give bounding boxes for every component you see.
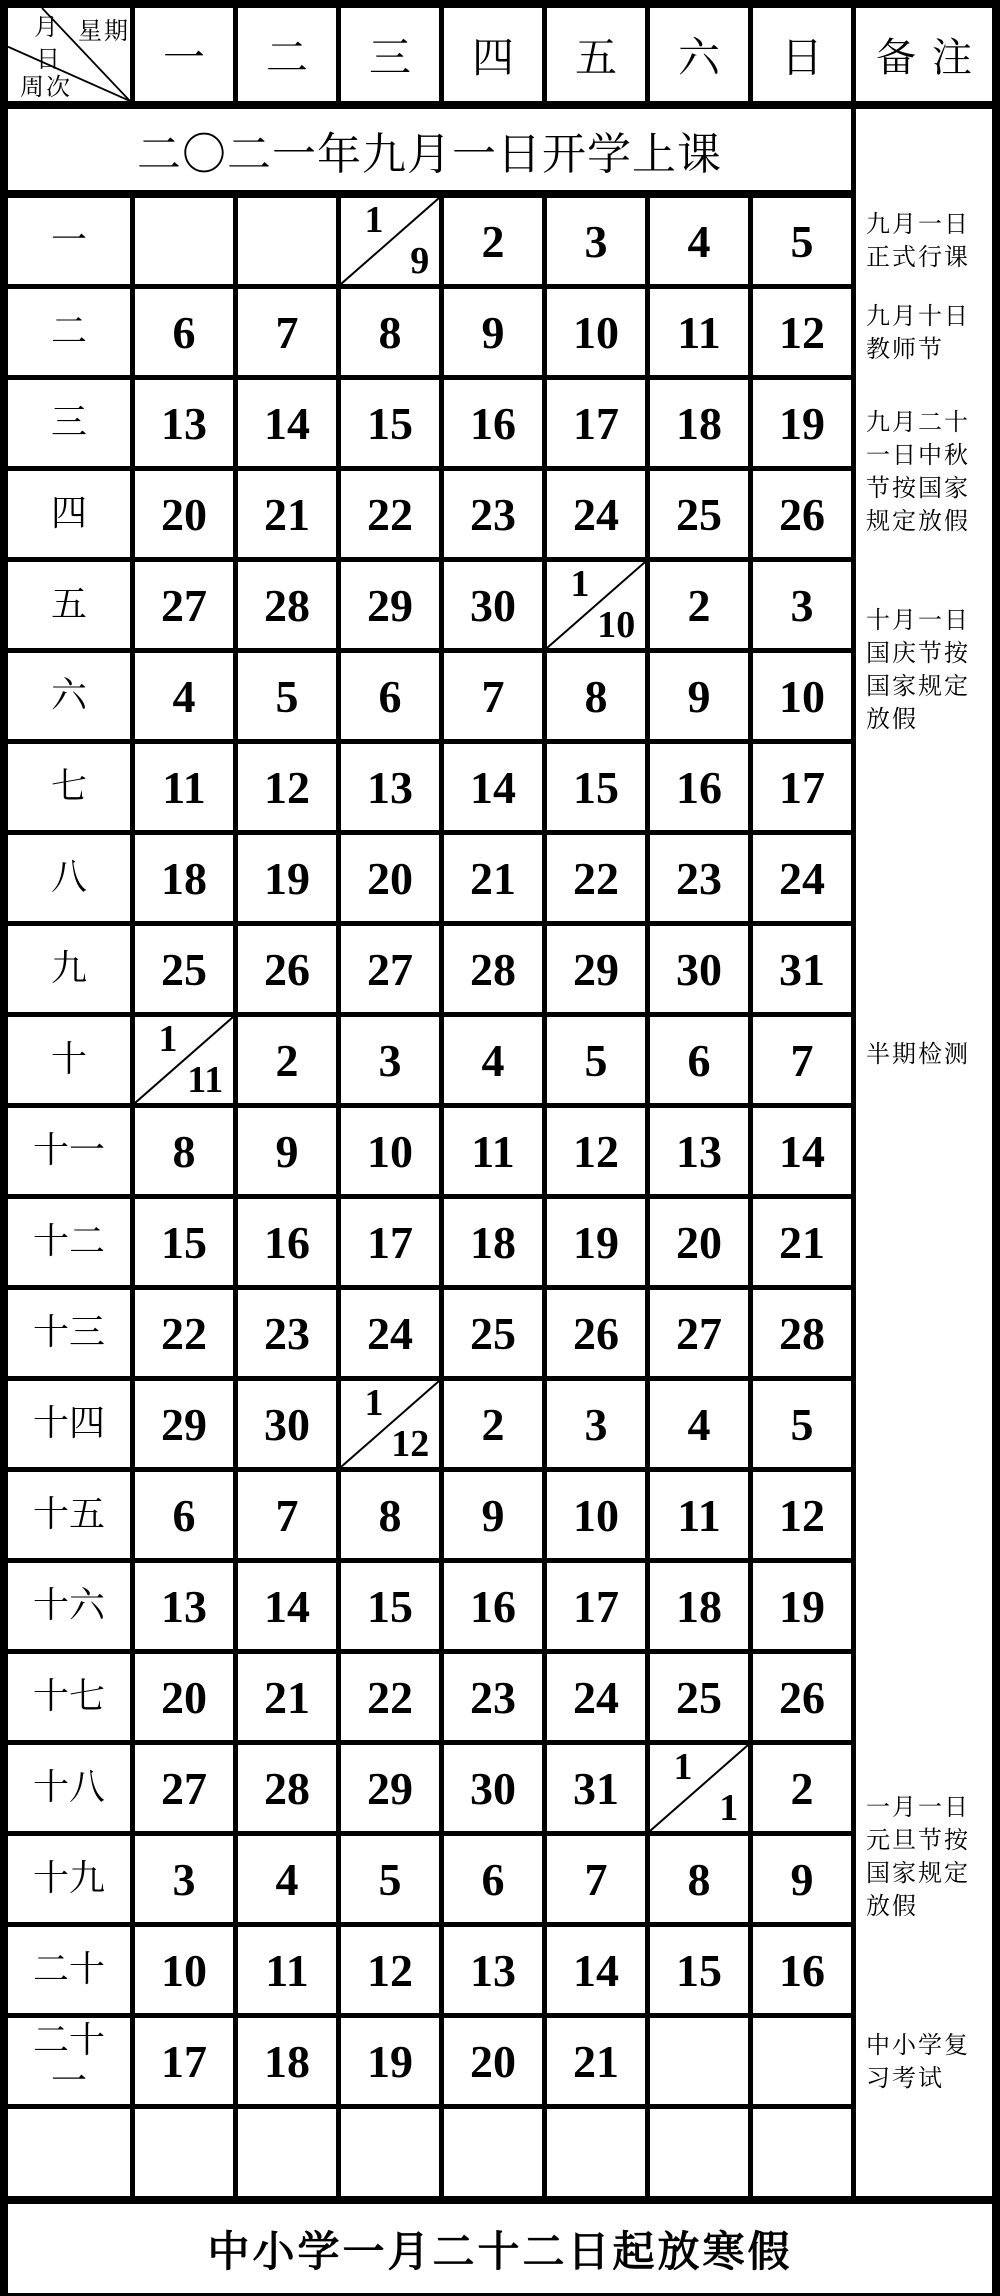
week-label-text: 十六	[32, 1585, 105, 1626]
day-cell: 3	[135, 1836, 233, 1922]
day-cell: 10	[341, 1108, 439, 1194]
week-label	[8, 1836, 130, 1922]
day-cell: 12	[753, 289, 851, 375]
day-cell: 30	[650, 926, 748, 1012]
day-cell: 23	[444, 471, 542, 557]
remark-note: 中小学复习考试	[866, 2033, 970, 2092]
empty-day-cell	[135, 198, 233, 284]
split-day-number: 1	[673, 1746, 693, 1788]
week-label	[8, 1745, 130, 1831]
day-cell: 13	[444, 1927, 542, 2013]
week-label-text: 十八	[32, 1767, 105, 1808]
day-cell: 13	[135, 1563, 233, 1649]
remark-note: 九月十日教师节	[866, 304, 970, 363]
day-cell: 20	[650, 1199, 748, 1285]
empty-cell	[650, 2109, 748, 2199]
week-label-text: 八	[50, 857, 87, 898]
day-cell: 26	[753, 1654, 851, 1740]
day-cell: 25	[135, 926, 233, 1012]
day-cell: 29	[341, 562, 439, 648]
day-cell: 26	[238, 926, 336, 1012]
day-cell: 12	[238, 744, 336, 830]
day-cell: 19	[341, 2018, 439, 2104]
week-label	[8, 1563, 130, 1649]
day-cell: 2	[444, 198, 542, 284]
weekday-header-3: 三	[341, 8, 439, 104]
day-cell: 24	[547, 471, 645, 557]
day-cell: 4	[444, 1017, 542, 1103]
day-cell: 16	[238, 1199, 336, 1285]
split-day-number: 1	[570, 563, 590, 605]
day-cell: 23	[650, 835, 748, 921]
weekday-header-7: 日	[753, 8, 851, 104]
day-cell: 5	[753, 198, 851, 284]
day-cell: 17	[547, 380, 645, 466]
empty-cell	[238, 2109, 336, 2199]
day-cell: 20	[135, 471, 233, 557]
day-cell: 4	[135, 653, 233, 739]
day-cell: 19	[753, 380, 851, 466]
empty-day-cell	[650, 2018, 748, 2104]
day-cell: 15	[341, 1563, 439, 1649]
day-cell: 22	[341, 471, 439, 557]
day-cell: 12	[753, 1472, 851, 1558]
day-cell: 17	[341, 1199, 439, 1285]
remarks-header: 备注	[856, 8, 992, 104]
weekday-header-1: 一	[135, 8, 233, 104]
day-cell: 18	[444, 1199, 542, 1285]
day-cell: 8	[341, 289, 439, 375]
day-cell: 10	[753, 653, 851, 739]
split-day-number: 1	[158, 1018, 178, 1060]
day-cell: 18	[650, 380, 748, 466]
day-cell: 11	[650, 289, 748, 375]
week-label	[8, 835, 130, 921]
month-start-cell	[547, 562, 645, 648]
week-label	[8, 926, 130, 1012]
month-start-cell	[650, 1745, 748, 1831]
day-cell: 13	[341, 744, 439, 830]
weekday-header-6: 六	[650, 8, 748, 104]
corner-header-cell	[8, 8, 130, 104]
day-cell: 20	[135, 1654, 233, 1740]
week-label	[8, 1472, 130, 1558]
remark-note: 半期检测	[866, 1042, 970, 1068]
day-cell: 27	[135, 562, 233, 648]
day-cell: 4	[650, 198, 748, 284]
corner-week-label: 周次	[20, 75, 72, 101]
calendar-grid	[8, 8, 992, 2288]
day-cell: 5	[547, 1017, 645, 1103]
day-cell: 18	[238, 2018, 336, 2104]
week-label-text: 九	[50, 948, 87, 989]
day-cell: 23	[238, 1290, 336, 1376]
day-cell: 26	[547, 1290, 645, 1376]
week-label	[8, 1927, 130, 2013]
day-cell: 13	[135, 380, 233, 466]
day-cell: 11	[135, 744, 233, 830]
day-cell: 15	[650, 1927, 748, 2013]
week-label	[8, 1108, 130, 1194]
day-cell: 6	[135, 1472, 233, 1558]
day-cell: 14	[753, 1108, 851, 1194]
week-label-text: 三	[50, 402, 87, 443]
day-cell: 4	[238, 1836, 336, 1922]
day-cell: 11	[444, 1108, 542, 1194]
remark-note: 九月二十一日中秋节按国家规定放假	[866, 410, 970, 535]
empty-cell	[341, 2109, 439, 2199]
remarks-column	[856, 109, 992, 2199]
week-label-text: 十	[50, 1039, 87, 1080]
day-cell: 29	[135, 1381, 233, 1467]
day-cell: 17	[753, 744, 851, 830]
day-cell: 29	[547, 926, 645, 1012]
empty-cell	[753, 2109, 851, 2199]
winter-vacation-banner: 中小学一月二十二日起放寒假	[8, 2204, 992, 2293]
day-cell: 15	[135, 1199, 233, 1285]
week-label	[8, 1654, 130, 1740]
week-label-text: 一	[50, 220, 87, 261]
day-cell: 5	[341, 1836, 439, 1922]
day-cell: 24	[753, 835, 851, 921]
month-start-cell	[135, 1017, 233, 1103]
day-cell: 27	[650, 1290, 748, 1376]
day-cell: 14	[547, 1927, 645, 2013]
day-cell: 12	[547, 1108, 645, 1194]
day-cell: 3	[753, 562, 851, 648]
weekday-header-2: 二	[238, 8, 336, 104]
day-cell: 21	[444, 835, 542, 921]
day-cell: 7	[238, 1472, 336, 1558]
term-start-note: 二〇二一年九月一日开学上课	[8, 109, 851, 193]
day-cell: 19	[753, 1563, 851, 1649]
day-cell: 9	[753, 1836, 851, 1922]
week-label-text: 二	[50, 311, 87, 352]
day-cell: 3	[547, 1381, 645, 1467]
day-cell: 2	[444, 1381, 542, 1467]
day-cell: 8	[135, 1108, 233, 1194]
empty-day-cell	[753, 2018, 851, 2104]
day-cell: 16	[444, 1563, 542, 1649]
remark-note: 一月一日元旦节按国家规定放假	[866, 1795, 970, 1920]
corner-weekday-label: 星期	[78, 19, 130, 45]
day-cell: 31	[753, 926, 851, 1012]
day-cell: 2	[650, 562, 748, 648]
day-cell: 21	[238, 1654, 336, 1740]
day-cell: 3	[341, 1017, 439, 1103]
week-label	[8, 380, 130, 466]
week-label	[8, 289, 130, 375]
day-cell: 5	[753, 1381, 851, 1467]
day-cell: 21	[753, 1199, 851, 1285]
day-cell: 8	[547, 653, 645, 739]
day-cell: 16	[650, 744, 748, 830]
week-label	[8, 471, 130, 557]
week-label	[8, 744, 130, 830]
day-cell: 18	[650, 1563, 748, 1649]
day-cell: 19	[547, 1199, 645, 1285]
empty-cell	[547, 2109, 645, 2199]
day-cell: 9	[444, 1472, 542, 1558]
day-cell: 22	[135, 1290, 233, 1376]
week-label-text: 十三	[32, 1312, 105, 1353]
day-cell: 7	[547, 1836, 645, 1922]
day-cell: 14	[238, 380, 336, 466]
day-cell: 19	[238, 835, 336, 921]
day-cell: 7	[238, 289, 336, 375]
day-cell: 27	[341, 926, 439, 1012]
week-label	[8, 653, 130, 739]
day-cell: 4	[650, 1381, 748, 1467]
split-day-number: 1	[364, 1382, 384, 1424]
weekday-header-5: 五	[547, 8, 645, 104]
week-label-text: 七	[50, 766, 87, 807]
day-cell: 15	[341, 380, 439, 466]
empty-cell	[135, 2109, 233, 2199]
split-month-number: 11	[187, 1059, 224, 1101]
split-day-number: 1	[364, 199, 384, 241]
day-cell: 20	[341, 835, 439, 921]
day-cell: 22	[341, 1654, 439, 1740]
day-cell: 8	[650, 1836, 748, 1922]
day-cell: 6	[341, 653, 439, 739]
day-cell: 16	[444, 380, 542, 466]
day-cell: 28	[444, 926, 542, 1012]
day-cell: 2	[753, 1745, 851, 1831]
day-cell: 21	[238, 471, 336, 557]
week-label	[8, 2018, 130, 2104]
day-cell: 10	[547, 1472, 645, 1558]
empty-cell	[444, 2109, 542, 2199]
day-cell: 29	[341, 1745, 439, 1831]
day-cell: 28	[753, 1290, 851, 1376]
week-label	[8, 198, 130, 284]
week-label-text: 十七	[32, 1676, 105, 1717]
day-cell: 11	[238, 1927, 336, 2013]
week-label-text: 十二	[32, 1221, 105, 1262]
day-cell: 16	[753, 1927, 851, 2013]
day-cell: 30	[238, 1381, 336, 1467]
week-label-text: 六	[50, 675, 87, 716]
day-cell: 23	[444, 1654, 542, 1740]
day-cell: 7	[444, 653, 542, 739]
week-label-text: 二十一	[32, 2019, 105, 2101]
day-cell: 25	[650, 471, 748, 557]
day-cell: 25	[650, 1654, 748, 1740]
day-cell: 14	[238, 1563, 336, 1649]
day-cell: 15	[547, 744, 645, 830]
remark-note: 九月一日正式行课	[866, 212, 970, 271]
corner-day-label: 日	[36, 47, 62, 73]
split-month-number: 1	[719, 1787, 739, 1829]
day-cell: 9	[650, 653, 748, 739]
day-cell: 14	[444, 744, 542, 830]
day-cell: 24	[341, 1290, 439, 1376]
day-cell: 26	[753, 471, 851, 557]
day-cell: 9	[238, 1108, 336, 1194]
day-cell: 25	[444, 1290, 542, 1376]
week-label-text: 十四	[32, 1403, 105, 1444]
day-cell: 18	[135, 835, 233, 921]
day-cell: 17	[135, 2018, 233, 2104]
week-label	[8, 1381, 130, 1467]
day-cell: 6	[135, 289, 233, 375]
remark-note: 十月一日国庆节按国家规定放假	[866, 608, 970, 733]
week-label-text: 五	[50, 584, 87, 625]
split-month-number: 9	[410, 240, 430, 282]
week-label-text: 二十	[32, 1949, 105, 1990]
day-cell: 8	[341, 1472, 439, 1558]
day-cell: 7	[753, 1017, 851, 1103]
day-cell: 10	[135, 1927, 233, 2013]
day-cell: 12	[341, 1927, 439, 2013]
day-cell: 17	[547, 1563, 645, 1649]
empty-cell	[8, 2109, 130, 2199]
day-cell: 3	[547, 198, 645, 284]
split-month-number: 12	[391, 1423, 430, 1465]
day-cell: 6	[444, 1836, 542, 1922]
week-label-text: 十一	[32, 1130, 105, 1171]
day-cell: 30	[444, 562, 542, 648]
week-label-text: 十五	[32, 1494, 105, 1535]
weekday-header-4: 四	[444, 8, 542, 104]
empty-day-cell	[238, 198, 336, 284]
week-label-text: 四	[50, 493, 87, 534]
month-start-cell	[341, 1381, 439, 1467]
day-cell: 31	[547, 1745, 645, 1831]
day-cell: 28	[238, 1745, 336, 1831]
day-cell: 13	[650, 1108, 748, 1194]
split-month-number: 10	[597, 604, 636, 646]
week-label	[8, 1199, 130, 1285]
day-cell: 5	[238, 653, 336, 739]
corner-month-label: 月	[34, 15, 60, 41]
day-cell: 22	[547, 835, 645, 921]
day-cell: 21	[547, 2018, 645, 2104]
day-cell: 24	[547, 1654, 645, 1740]
day-cell: 30	[444, 1745, 542, 1831]
day-cell: 27	[135, 1745, 233, 1831]
day-cell: 10	[547, 289, 645, 375]
day-cell: 9	[444, 289, 542, 375]
day-cell: 11	[650, 1472, 748, 1558]
day-cell: 2	[238, 1017, 336, 1103]
month-start-cell	[341, 198, 439, 284]
day-cell: 6	[650, 1017, 748, 1103]
week-label	[8, 1017, 130, 1103]
week-label	[8, 562, 130, 648]
day-cell: 20	[444, 2018, 542, 2104]
week-label-text: 十九	[32, 1858, 105, 1899]
day-cell: 28	[238, 562, 336, 648]
week-label	[8, 1290, 130, 1376]
